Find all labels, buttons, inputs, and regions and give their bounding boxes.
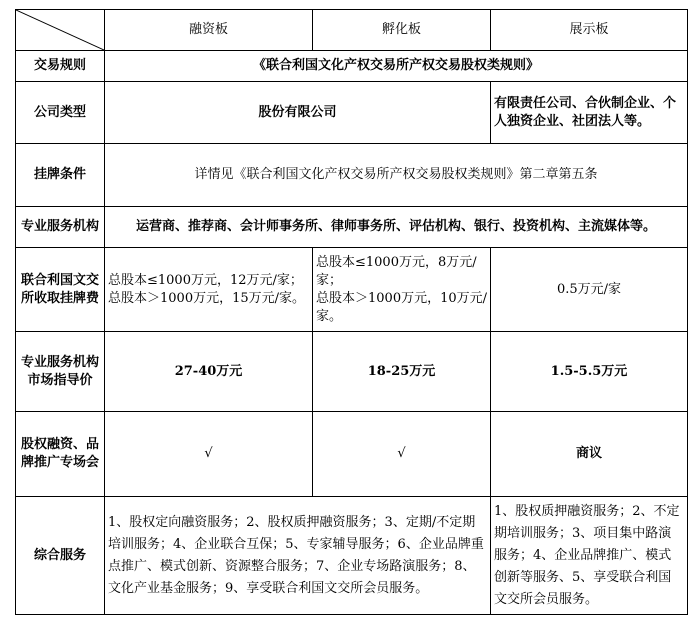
value-brand-promotion-incubation: √ <box>313 412 491 497</box>
row-brand-promotion <box>16 412 688 497</box>
value-company-type-display: 有限责任公司、合伙制企业、个人独资企业、社团法人等。 <box>491 82 688 144</box>
value-company-type-shared: 股份有限公司 <box>105 82 491 144</box>
label-trading-rules: 交易规则 <box>16 51 105 82</box>
label-company-type: 公司类型 <box>16 82 105 144</box>
corner-cell <box>16 10 105 51</box>
value-listing-fees-financing <box>105 248 313 332</box>
label-brand-promotion: 股权融资、品牌推广专场会 <box>16 412 105 497</box>
value-listing-fees-incubation <box>313 248 491 332</box>
header-financing-board: 融资板 <box>105 10 313 51</box>
label-listing-fees: 联合利国文交所收取挂牌费 <box>16 248 105 332</box>
value-listing-fees-display: 0.5万元/家 <box>491 248 688 332</box>
row-service-agencies <box>16 207 688 248</box>
value-brand-promotion-display: 商议 <box>491 412 688 497</box>
fee-line: 总股本≤1000万元，12万元/家； <box>108 272 303 288</box>
row-listing-fees <box>16 248 688 332</box>
value-trading-rules: 《联合利国文化产权交易所产权交易股权类规则》 <box>105 51 688 82</box>
row-trading-rules <box>16 51 688 82</box>
header-incubation-board: 孵化板 <box>313 10 491 51</box>
row-company-type <box>16 82 688 144</box>
label-listing-conditions: 挂牌条件 <box>16 144 105 207</box>
label-comprehensive-services: 综合服务 <box>16 497 105 615</box>
header-display-board: 展示板 <box>491 10 688 51</box>
value-brand-promotion-financing: √ <box>105 412 313 497</box>
diagonal-line <box>16 10 104 50</box>
comparison-table <box>15 9 688 615</box>
value-guide-price-financing: 27-40万元 <box>105 332 313 412</box>
row-market-guide-price <box>16 332 688 412</box>
value-listing-conditions: 详情见《联合利国文化产权交易所产权交易股权类规则》第二章第五条 <box>105 144 688 207</box>
header-row <box>16 10 688 51</box>
value-service-agencies: 运营商、推荐商、会计师事务所、律师事务所、评估机构、银行、投资机构、主流媒体等。 <box>105 207 688 248</box>
row-listing-conditions <box>16 144 688 207</box>
row-comprehensive-services <box>16 497 688 615</box>
label-service-agencies: 专业服务机构 <box>16 207 105 248</box>
fee-line: 总股本＞1000万元，15万元/家。 <box>108 290 306 306</box>
value-guide-price-incubation: 18-25万元 <box>313 332 491 412</box>
fee-line: 总股本＞1000万元，10万元/家。 <box>316 290 488 324</box>
value-services-shared: 1、股权定向融资服务；2、股权质押融资服务；3、定期/不定期培训服务；4、企业联合互保；5、专家辅导服务；6、企业品牌重点推广、模式创新、资源整合服务；7、企业专场路演服务；8、文化产业基金服务；9、享受联合利国文交所会员服务。 <box>105 497 491 615</box>
value-services-display: 1、股权质押融资服务；2、不定期培训服务；3、项目集中路演服务；4、企业品牌推广、模式创新等服务、5、享受联合利国文交所会员服务。 <box>491 497 688 615</box>
fee-line: 总股本≤1000万元，8万元/家； <box>316 254 477 288</box>
label-market-guide-price: 专业服务机构市场指导价 <box>16 332 105 412</box>
value-guide-price-display: 1.5-5.5万元 <box>491 332 688 412</box>
